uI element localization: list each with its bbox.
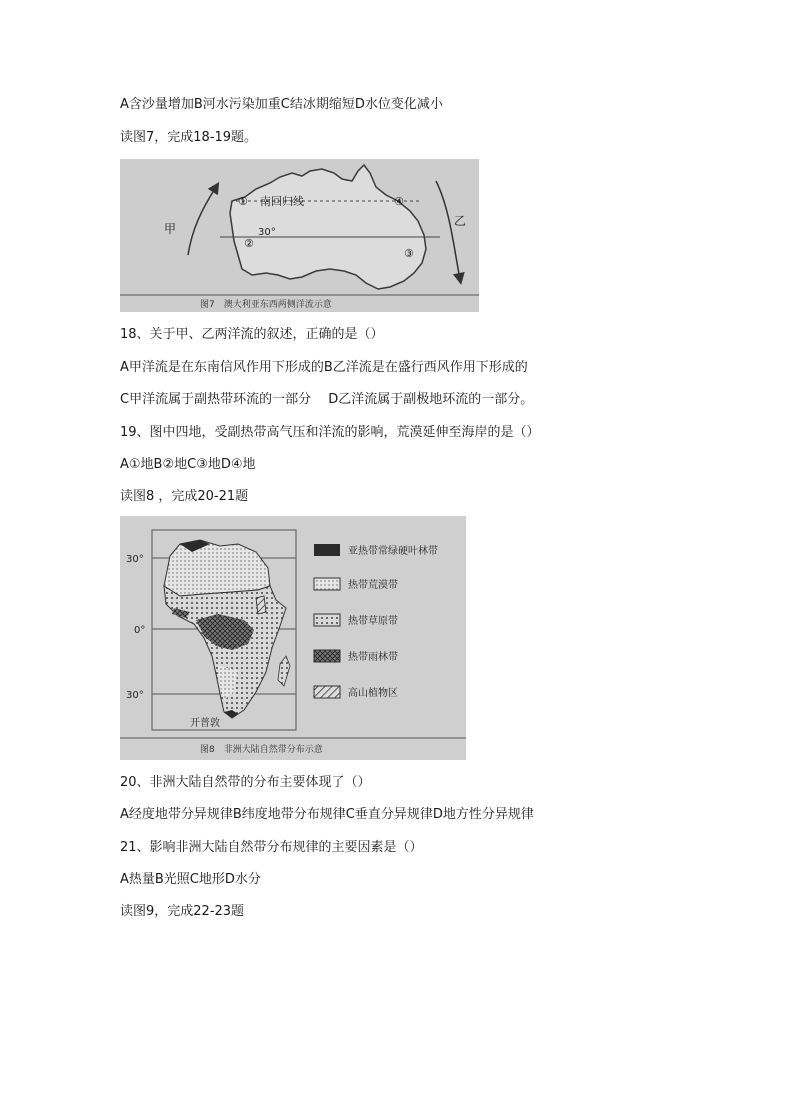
question-21-options: A热量B光照C地形D水分	[120, 872, 261, 887]
legend-swatch-4	[314, 650, 340, 662]
legend-label-1: 亚热带常绿硬叶林带	[348, 546, 438, 557]
question-19: 19、图中四地，受副热带高气压和洋流的影响，荒漠延伸至海岸的是（）	[120, 425, 540, 440]
point-3: ③	[404, 247, 414, 260]
current-jia-label: 甲	[164, 222, 177, 236]
instruction-fig9: 读图9，完成22-23题	[120, 904, 245, 919]
figure-7-australia-currents	[120, 159, 479, 312]
lat-30n-label: 30°	[126, 554, 144, 565]
legend-swatch-2	[314, 578, 340, 590]
point-4: ④	[394, 195, 404, 208]
legend-label-3: 热带草原带	[348, 616, 398, 627]
question-19-options: A①地B②地C③地D④地	[120, 457, 256, 472]
cape-town-label: 开普敦	[190, 718, 220, 729]
question-21: 21、影响非洲大陆自然带分布规律的主要因素是（）	[120, 840, 423, 855]
instruction-fig8: 读图8 ，完成20-21题	[120, 489, 249, 504]
figure-8-caption: 图8 非洲大陆自然带分布示意	[200, 745, 323, 755]
point-2: ②	[244, 237, 254, 250]
figure-7-caption: 图7 澳大利亚东西两侧洋流示意	[200, 300, 332, 310]
question-20: 20、非洲大陆自然带的分布主要体现了（）	[120, 775, 371, 790]
legend-label-5: 高山植物区	[348, 688, 398, 699]
lat-30s-label: 30°	[126, 690, 144, 701]
current-yi-label: 乙	[454, 214, 467, 228]
tropic-label: 南回归线	[260, 195, 304, 208]
legend-swatch-1	[314, 544, 340, 556]
question-18: 18、关于甲、乙两洋流的叙述，正确的是（）	[120, 327, 384, 342]
legend-label-2: 热带荒漠带	[348, 580, 398, 591]
question-20-options: A经度地带分异规律B纬度地带分布规律C垂直分异规律D地方性分异规律	[120, 807, 534, 822]
lat-0-label: 0°	[134, 625, 146, 636]
legend-swatch-3	[314, 614, 340, 626]
instruction-fig7: 读图7，完成18-19题。	[120, 130, 258, 145]
question-18-options-ab: A甲洋流是在东南信风作用下形成的B乙洋流是在盛行西风作用下形成的	[120, 360, 528, 375]
question-18-options-cd: C甲洋流属于副热带环流的一部分 D乙洋流属于副极地环流的一部分。	[120, 392, 534, 407]
highland-east	[256, 596, 266, 614]
lat-30-label: 30°	[258, 227, 276, 238]
legend-label-4: 热带雨林带	[348, 652, 398, 663]
figure-8-africa-zones	[120, 516, 466, 760]
answer-options-17: A含沙量增加B河水污染加重C结冰期缩短D水位变化减小	[120, 97, 443, 112]
legend-swatch-5	[314, 686, 340, 698]
point-1: ①	[238, 195, 248, 208]
